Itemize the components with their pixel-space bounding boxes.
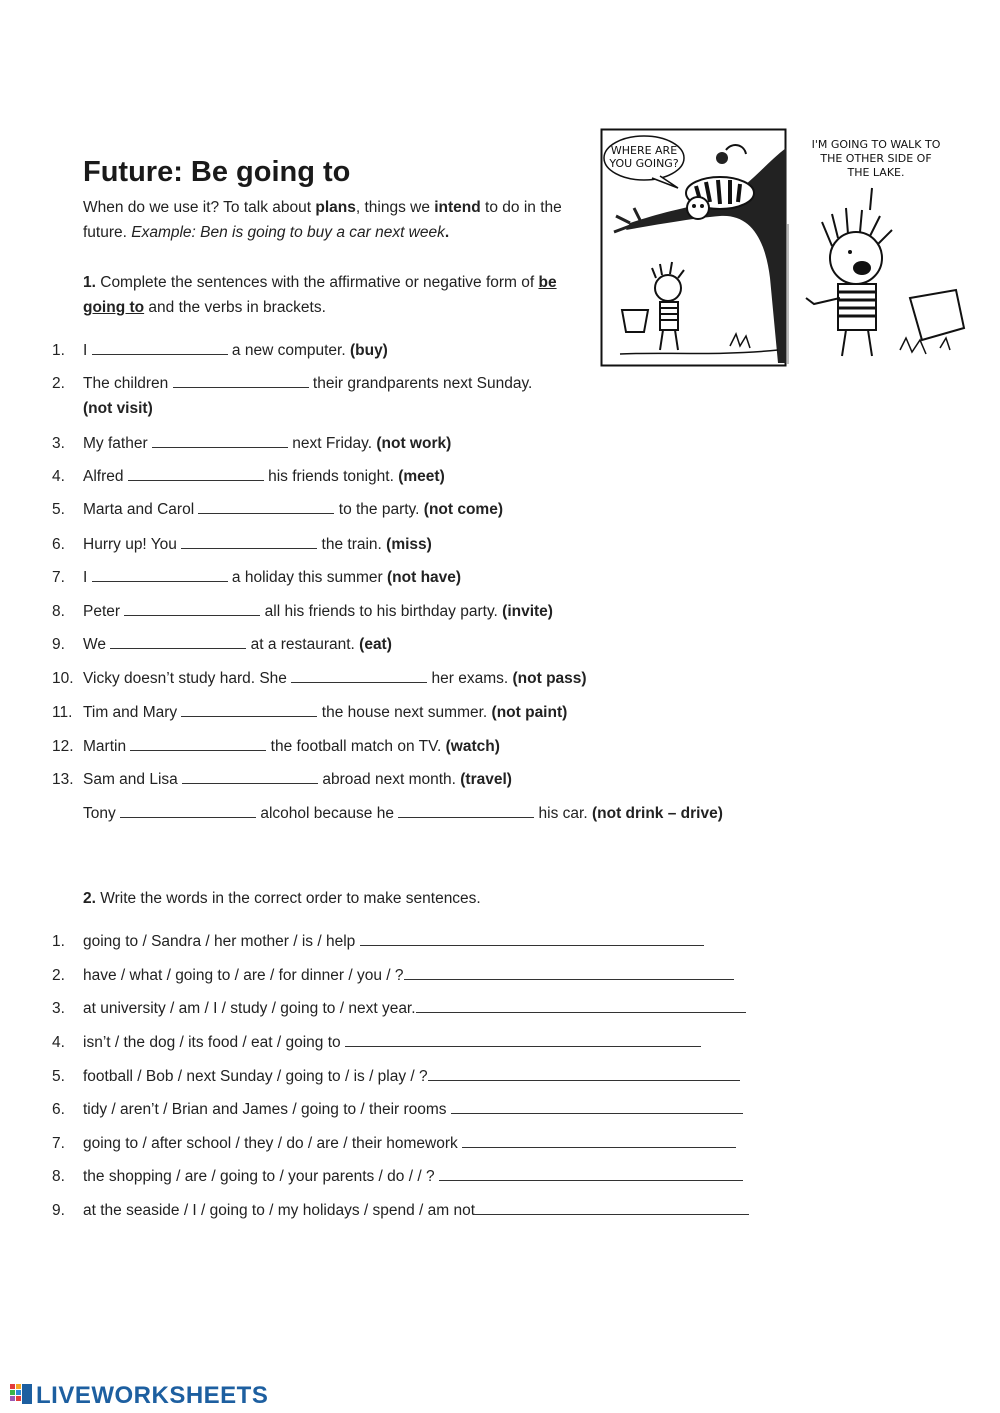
- exercise-2-item: [52, 1030, 701, 1055]
- bubble-2-line-2: THE OTHER SIDE OF: [820, 152, 932, 165]
- verb-hint: (not drink – drive): [591, 805, 723, 822]
- item-text: Marta and Carol: [83, 501, 199, 518]
- item-text: I: [83, 569, 92, 586]
- logo-icon: [10, 1382, 34, 1408]
- exercise-1-item: [52, 532, 432, 557]
- verb-hint: (invite): [502, 603, 553, 620]
- exercise-1-item: [52, 599, 553, 624]
- answer-blank[interactable]: [291, 668, 427, 683]
- item-text: at a restaurant.: [246, 636, 360, 653]
- exercise-2-item: [52, 996, 746, 1021]
- answer-blank[interactable]: [173, 373, 309, 388]
- exercise-2-item: [52, 1164, 743, 1189]
- verb-hint: (eat): [359, 636, 392, 653]
- item-text: a holiday this summer: [227, 569, 387, 586]
- intro-keyword-plans: plans: [315, 199, 356, 216]
- item-text: The children: [83, 375, 173, 392]
- answer-line[interactable]: [475, 1200, 749, 1215]
- exercise-1-item: [52, 734, 500, 759]
- verb-hint: (not work): [376, 435, 452, 452]
- exercise-2-number: 2.: [83, 890, 96, 907]
- intro-text: , things we: [355, 199, 435, 216]
- item-text: the house next summer.: [317, 704, 492, 721]
- verb-hint: (watch): [445, 738, 500, 755]
- item-number: 11.: [52, 704, 73, 721]
- item-number: 3.: [52, 435, 65, 452]
- item-number: 2.: [52, 375, 65, 392]
- intro-keyword-intend: intend: [434, 199, 481, 216]
- item-number: 1.: [52, 342, 65, 359]
- item-text: going to / after school / they / do / are / their homework: [83, 1135, 463, 1152]
- answer-blank[interactable]: [130, 736, 266, 751]
- item-text: Alfred: [83, 468, 128, 485]
- intro-text: to do in the future.: [83, 199, 562, 241]
- exercise-2-item: [52, 1198, 749, 1223]
- verb-hint: (not paint): [491, 704, 568, 721]
- item-number: 13.: [52, 771, 74, 788]
- verb-hint: (not come): [423, 501, 503, 518]
- exercise-2-item: [52, 1097, 743, 1122]
- boy-large-icon: [830, 232, 882, 284]
- item-text: the shopping / are / going to / your parents / do / / ?: [83, 1168, 439, 1185]
- item-text: the train.: [317, 536, 387, 553]
- verb-hint: (miss): [386, 536, 432, 553]
- bucket-icon: [622, 310, 648, 332]
- answer-blank[interactable]: [92, 567, 228, 582]
- intro-paragraph: [83, 195, 588, 245]
- bubble-1-line-1: WHERE ARE: [610, 144, 678, 157]
- item-text: going to / Sandra / her mother / is / help: [83, 933, 360, 950]
- bubble-2-line-1: I'M GOING TO WALK TO: [811, 138, 941, 151]
- item-text: all his friends to his birthday party.: [260, 603, 503, 620]
- item-text: their grandparents next Sunday.: [308, 375, 533, 392]
- answer-line[interactable]: [360, 931, 704, 946]
- comic-illustration: [600, 128, 972, 370]
- exercise-1-item: [52, 565, 461, 590]
- exercise-1-text: Complete the sentences with the affirmative or negative form of: [95, 274, 539, 291]
- answer-blank[interactable]: [92, 340, 228, 355]
- item-number: 5.: [52, 501, 65, 518]
- exercise-1-item: [52, 338, 388, 363]
- verb-hint: (not visit): [83, 400, 153, 417]
- exercise-1-instructions: [83, 270, 588, 320]
- page-title: Future: Be going to: [83, 156, 351, 188]
- exercise-1-item: [52, 632, 392, 657]
- answer-line[interactable]: [428, 1066, 740, 1081]
- item-text: Peter: [83, 603, 125, 620]
- answer-line[interactable]: [416, 998, 746, 1013]
- exercise-2-text: Write the words in the correct order to make sentences.: [95, 890, 481, 907]
- boy-icon: [655, 275, 681, 301]
- answer-blank[interactable]: [152, 433, 288, 448]
- item-number: 8.: [52, 603, 65, 620]
- exercise-1-item: [52, 700, 567, 725]
- item-number: 8.: [52, 1168, 65, 1185]
- answer-blank[interactable]: [398, 803, 534, 818]
- item-text: to the party.: [334, 501, 424, 518]
- item-number: 7.: [52, 1135, 65, 1152]
- exercise-1-item: [52, 464, 445, 489]
- verb-hint: (buy): [349, 342, 388, 359]
- answer-blank[interactable]: [198, 499, 334, 514]
- exercise-1-key-phrase: be going to: [83, 274, 557, 316]
- bubble-2-line-3: THE LAKE.: [847, 166, 905, 179]
- item-text: Tony: [83, 805, 121, 822]
- item-text: at the seaside / I / going to / my holidays / spend / am not: [83, 1202, 476, 1219]
- answer-blank[interactable]: [182, 769, 318, 784]
- item-text: his car.: [534, 805, 592, 822]
- item-number: 6.: [52, 1101, 65, 1118]
- item-text: Vicky doesn’t study hard. She: [83, 670, 292, 687]
- item-text: tidy / aren’t / Brian and James / going to / their rooms: [83, 1101, 451, 1118]
- item-text: We: [83, 636, 111, 653]
- item-text: isn’t / the dog / its food / eat / going to: [83, 1034, 345, 1051]
- item-number: 3.: [52, 1000, 65, 1017]
- exercise-1-text: and the verbs in brackets.: [144, 299, 326, 316]
- verb-hint: (travel): [460, 771, 512, 788]
- item-number: 4.: [52, 1034, 65, 1051]
- item-text: Sam and Lisa: [83, 771, 183, 788]
- verb-hint: (not pass): [512, 670, 587, 687]
- item-text: Tim and Mary: [83, 704, 182, 721]
- answer-blank[interactable]: [181, 534, 317, 549]
- item-text: football / Bob / next Sunday / going to / is / play / ?: [83, 1068, 428, 1085]
- answer-line[interactable]: [439, 1166, 743, 1181]
- verb-hint: (not have): [387, 569, 462, 586]
- exercise-1-item: [52, 371, 533, 417]
- answer-blank[interactable]: [181, 702, 317, 717]
- answer-line[interactable]: [345, 1032, 701, 1047]
- exercise-1-item: [52, 431, 451, 456]
- item-text: Hurry up! You: [83, 536, 182, 553]
- item-number: 9.: [52, 1202, 65, 1219]
- item-text: the football match on TV.: [266, 738, 446, 755]
- item-text: his friends tonight.: [263, 468, 399, 485]
- item-number: 5.: [52, 1068, 65, 1085]
- item-number: 2.: [52, 967, 65, 984]
- item-number: 4.: [52, 468, 65, 485]
- item-number: 1.: [52, 933, 65, 950]
- bucket-icon: [910, 290, 964, 340]
- item-number: 12.: [52, 738, 74, 755]
- item-text: alcohol because he: [256, 805, 399, 822]
- intro-dot: .: [444, 224, 450, 241]
- liveworksheets-logo: [10, 1382, 269, 1409]
- exercise-2-item: [52, 929, 704, 954]
- answer-line[interactable]: [404, 965, 734, 980]
- exercise-2-item: [52, 963, 734, 988]
- answer-blank[interactable]: [110, 634, 246, 649]
- item-text: abroad next month.: [318, 771, 461, 788]
- item-number: 7.: [52, 569, 65, 586]
- answer-line[interactable]: [462, 1133, 736, 1148]
- answer-blank[interactable]: [128, 466, 264, 481]
- logo-text: LIVEWORKSHEETS: [36, 1382, 269, 1409]
- item-number: 6.: [52, 536, 65, 553]
- verb-hint: (meet): [398, 468, 445, 485]
- exercise-2-instructions: [83, 886, 481, 911]
- exercise-1-number: 1.: [83, 274, 96, 291]
- exercise-2-item: [52, 1131, 736, 1156]
- item-text: a new computer.: [227, 342, 350, 359]
- exercise-1-item: [52, 801, 723, 826]
- answer-blank[interactable]: [124, 601, 260, 616]
- exercise-1-item: [52, 666, 587, 691]
- item-number: 10.: [52, 670, 74, 687]
- item-number: 9.: [52, 636, 65, 653]
- bubble-1-line-2: YOU GOING?: [609, 157, 679, 170]
- item-text: at university / am / I / study / going to / next year.: [83, 1000, 416, 1017]
- item-text: My father: [83, 435, 152, 452]
- exercise-1-item: [52, 497, 503, 522]
- item-text: Martin: [83, 738, 131, 755]
- item-text: I: [83, 342, 92, 359]
- item-text: her exams.: [427, 670, 513, 687]
- item-text: have / what / going to / are / for dinner / you / ?: [83, 967, 404, 984]
- item-text: next Friday.: [287, 435, 377, 452]
- intro-example: Example: Ben is going to buy a car next week: [131, 224, 445, 241]
- answer-blank[interactable]: [120, 803, 256, 818]
- intro-text: When do we use it? To talk about: [83, 199, 316, 216]
- exercise-2-item: [52, 1064, 740, 1089]
- exercise-1-item: [52, 767, 512, 792]
- answer-line[interactable]: [451, 1099, 743, 1114]
